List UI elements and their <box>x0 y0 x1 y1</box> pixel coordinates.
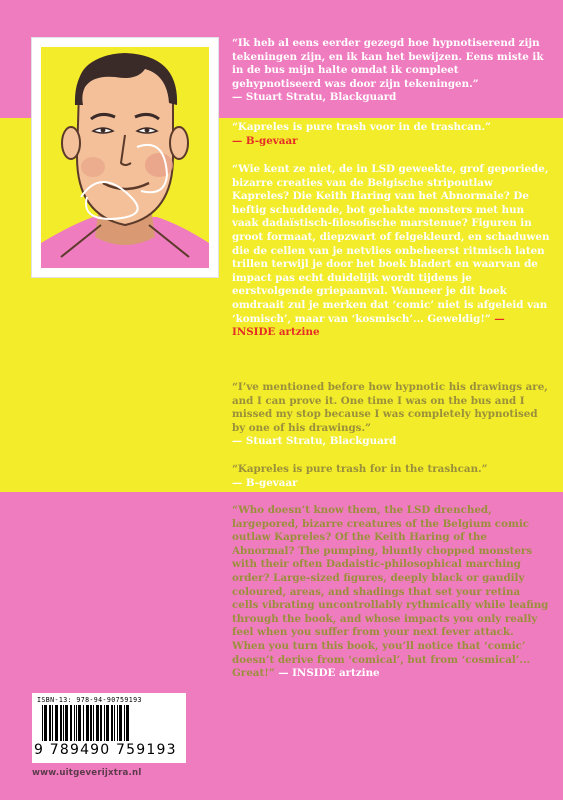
barcode-bar <box>111 705 113 741</box>
quote-en-3: “Who doesn’t know them, the LSD drenched, largepored, bizarre creatures of the Belgium comic outlaw Kapreles? Of the Keith Haring of the Abnormal? The pumping, bluntly chopped monsters with their often Dadaistic-philosophical marching order? Large-sized figures, deeply black or gaudily coloured, areas, and shadings that set your retina cells vibrating uncontrollably rythmically while leafing through the book, and whose impacts you only really feel when you suffer from your next fever attack. When you turn this book, you’ll notice that ‘comic’ doesn’t derive from ‘comical’, but from ‘cosmical’... Great!” — INSIDE artzine <box>232 504 549 680</box>
portrait-frame <box>31 37 219 278</box>
barcode-bar <box>83 705 84 741</box>
barcode-bar <box>86 705 89 741</box>
barcode-bar <box>42 705 43 741</box>
barcode-bar <box>119 705 122 741</box>
attribution-nl-1: — Stuart Stratu, Blackguard <box>232 91 397 104</box>
barcode-bar <box>96 705 99 741</box>
attribution-nl-2: — B-gevaar <box>232 134 298 147</box>
barcode-bar <box>114 705 115 741</box>
barcode-box <box>32 693 186 763</box>
attribution-nl-3: — INSIDE artzine <box>232 312 505 339</box>
quote-nl-3: “Wie kent ze niet, de in LSD geweekte, grof geporiede, bizarre creaties van de Belgische stripoutlaw Kapreles? Die Keith Haring van het Abnormale? De heftig schuddende, bot gehakte monsters met hun vaak dadaïstisch-filosofische marstenue? Figuren in groot formaat, diepzwart of felgekleurd, en schaduwen die de cellen van je netvlies onbeheerst ritmisch laten trillen terwijl je door het boek bladert en waarvan de impact pas echt duidelijk wordt tijdens je eerstvolgende griepaanval. Wanneer je dit boek omdraait zul je merken dat ‘comic’ niet is afgeleid van ‘komisch’, maar van ‘kosmisch’... Geweldig!” — INSIDE artzine <box>232 163 550 339</box>
barcode-bar <box>78 705 81 741</box>
isbn-label: ISBN-13: 978-94-90759193 <box>37 696 142 704</box>
barcode-bar <box>65 705 68 741</box>
barcode-bar <box>55 705 58 741</box>
barcode-bar <box>70 705 72 741</box>
barcode-bar <box>44 705 47 741</box>
barcode-bar <box>100 705 102 741</box>
attribution-en-2: — B-gevaar <box>232 476 298 489</box>
barcode-bar <box>52 705 53 741</box>
barcode-bar <box>76 705 77 741</box>
isbn-digits: 9 789490 759193 <box>34 742 177 758</box>
barcode-icon <box>38 705 180 741</box>
barcode-bar <box>60 705 62 741</box>
barcode-bar <box>49 705 51 741</box>
caricature-portrait-icon <box>41 47 209 268</box>
barcode-bar <box>104 705 105 741</box>
barcode-bar <box>124 705 125 741</box>
barcode-bar <box>117 705 118 741</box>
barcode-bar <box>93 705 94 741</box>
quote-nl-2: “Kapreles is pure trash voor in de trashcan.” — B-gevaar <box>232 121 491 147</box>
quote-en-2: “Kapreles is pure trash for in the trashcan.” — B-gevaar <box>232 463 488 489</box>
barcode-bar <box>126 705 129 741</box>
barcode-bar <box>106 705 109 741</box>
attribution-en-3: — INSIDE artzine <box>278 667 380 680</box>
barcode-bar <box>90 705 92 741</box>
website-url: www.uitgeverijxtra.nl <box>32 768 142 778</box>
barcode-bar <box>63 705 64 741</box>
quote-nl-1: “Ik heb al eens eerder gezegd hoe hypnotiserend zijn tekeningen zijn, en ik kan het bewijzen. Eens miste ik in de bus mijn halte omdat ik compleet gehypnotiseerd was door zijn tekeningen.” — Stuart Stratu, Blackguard <box>232 37 544 104</box>
attribution-en-1: — Stuart Stratu, Blackguard <box>232 435 397 448</box>
barcode-bar <box>74 705 75 741</box>
quote-en-1: “I’ve mentioned before how hypnotic his drawings are, and I can prove it. One time I was on the bus and I missed my stop because I was completely hypnotised by one of his drawings.” — Stuart Stratu, Blackguard <box>232 381 548 448</box>
